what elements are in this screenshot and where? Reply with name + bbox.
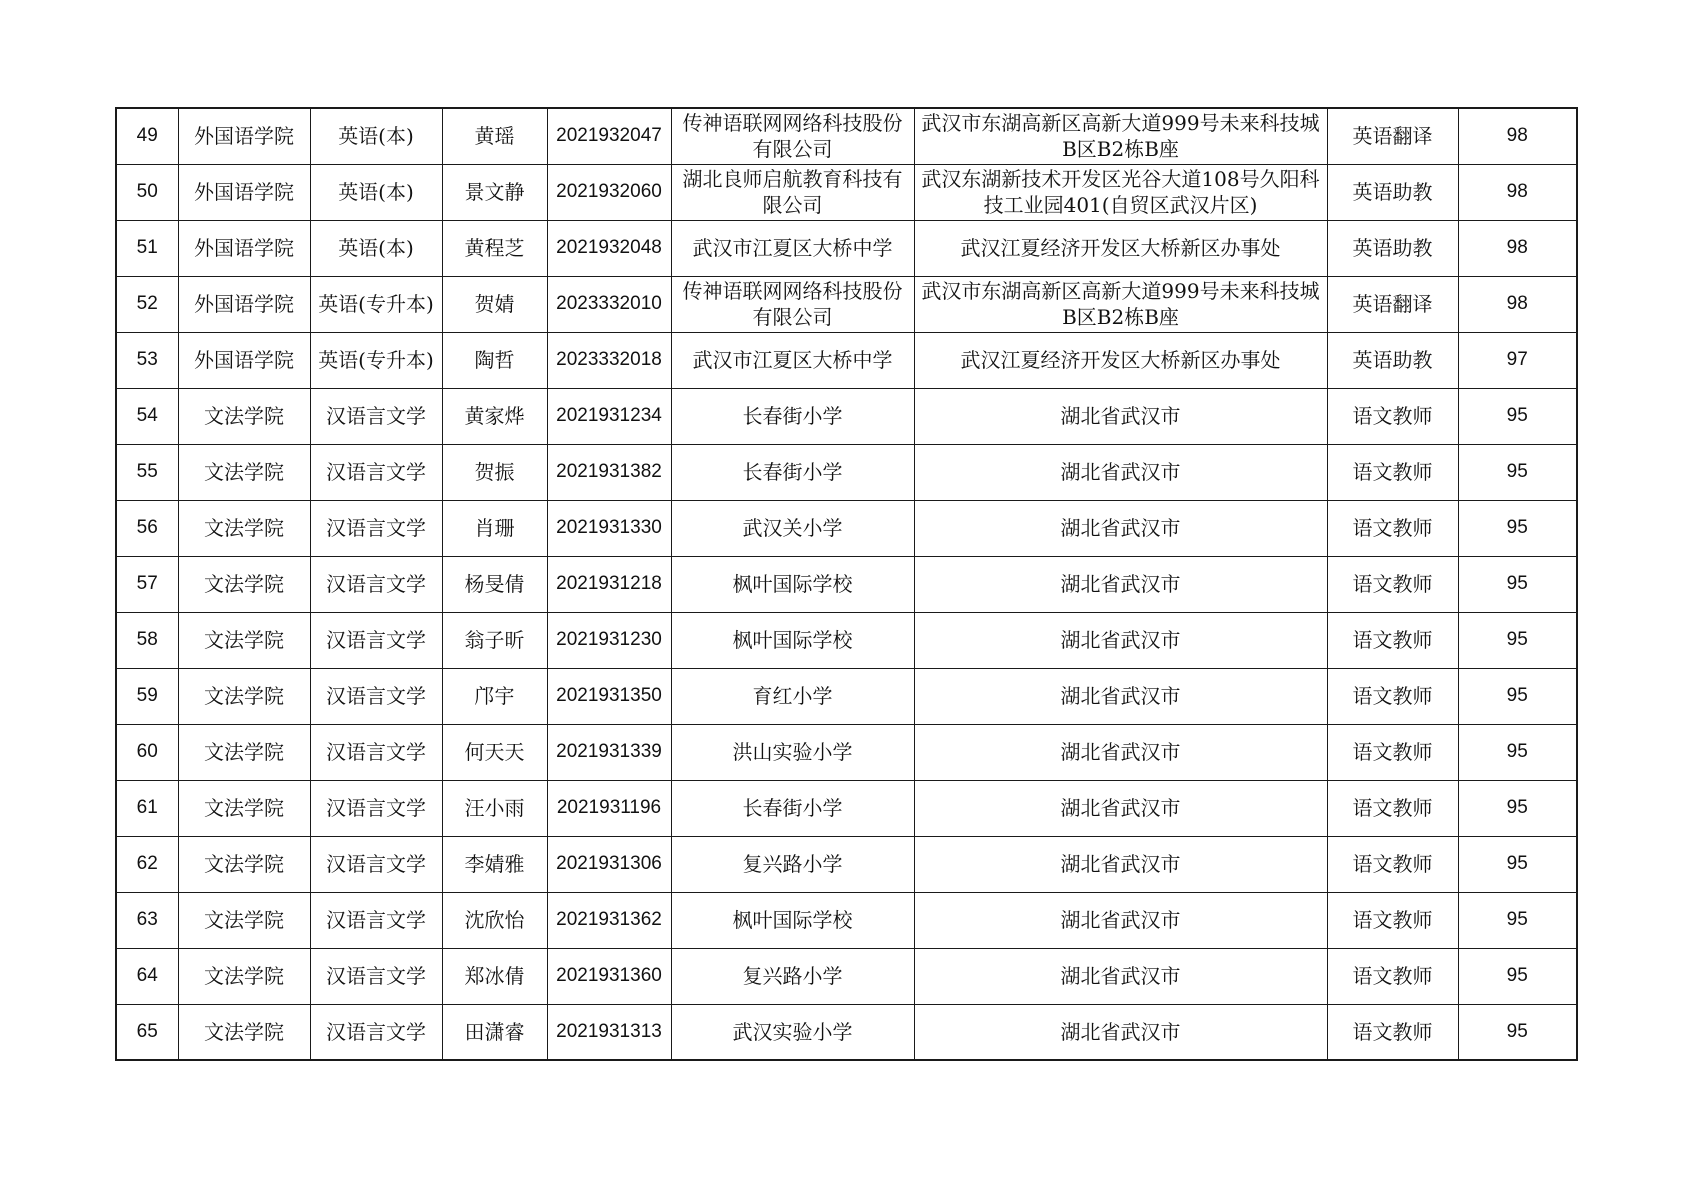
student-id-cell: 2021931339: [547, 724, 671, 780]
row-number-cell: 49: [116, 108, 178, 164]
student-id-cell: 2021931350: [547, 668, 671, 724]
table-row: [116, 612, 1577, 668]
row-number-cell: 55: [116, 444, 178, 500]
row-number-cell: 59: [116, 668, 178, 724]
student-name-cell: 黄瑶: [442, 108, 547, 164]
student-id-cell: 2021931234: [547, 388, 671, 444]
college-cell: 文法学院: [178, 556, 310, 612]
student-name-cell: 贺振: [442, 444, 547, 500]
major-cell: 英语(本): [310, 108, 442, 164]
position-cell: 语文教师: [1327, 388, 1458, 444]
student-id-cell: 2023332010: [547, 276, 671, 332]
student-name-cell: 翁子昕: [442, 612, 547, 668]
table-row: [116, 556, 1577, 612]
student-name-cell: 邝宇: [442, 668, 547, 724]
student-id-cell: 2023332018: [547, 332, 671, 388]
employer-cell: 枫叶国际学校: [671, 892, 914, 948]
score-cell: 95: [1458, 668, 1577, 724]
row-number-cell: 62: [116, 836, 178, 892]
table-row: [116, 164, 1577, 220]
score-cell: 95: [1458, 948, 1577, 1004]
student-id-cell: 2021931382: [547, 444, 671, 500]
row-number-cell: 63: [116, 892, 178, 948]
major-cell: 英语(专升本): [310, 332, 442, 388]
position-cell: 语文教师: [1327, 892, 1458, 948]
college-cell: 文法学院: [178, 500, 310, 556]
table-row: [116, 724, 1577, 780]
table-row: [116, 220, 1577, 276]
table-row: [116, 892, 1577, 948]
score-cell: 98: [1458, 220, 1577, 276]
college-cell: 外国语学院: [178, 108, 310, 164]
college-cell: 文法学院: [178, 836, 310, 892]
employer-cell: 武汉市江夏区大桥中学: [671, 220, 914, 276]
student-id-cell: 2021931196: [547, 780, 671, 836]
position-cell: 语文教师: [1327, 1004, 1458, 1060]
position-cell: 英语翻译: [1327, 276, 1458, 332]
position-cell: 语文教师: [1327, 668, 1458, 724]
major-cell: 汉语言文学: [310, 780, 442, 836]
position-cell: 英语助教: [1327, 220, 1458, 276]
score-cell: 95: [1458, 724, 1577, 780]
major-cell: 汉语言文学: [310, 836, 442, 892]
student-id-cell: 2021932047: [547, 108, 671, 164]
student-name-cell: 汪小雨: [442, 780, 547, 836]
employer-cell: 湖北良师启航教育科技有限公司: [671, 164, 914, 220]
address-cell: 湖北省武汉市: [914, 724, 1327, 780]
row-number-cell: 58: [116, 612, 178, 668]
row-number-cell: 61: [116, 780, 178, 836]
student-name-cell: 李婧雅: [442, 836, 547, 892]
major-cell: 汉语言文学: [310, 724, 442, 780]
address-cell: 湖北省武汉市: [914, 668, 1327, 724]
score-cell: 95: [1458, 388, 1577, 444]
student-name-cell: 何天天: [442, 724, 547, 780]
student-name-cell: 黄家烨: [442, 388, 547, 444]
student-id-cell: 2021931362: [547, 892, 671, 948]
address-cell: 武汉江夏经济开发区大桥新区办事处: [914, 332, 1327, 388]
address-cell: 湖北省武汉市: [914, 780, 1327, 836]
major-cell: 英语(专升本): [310, 276, 442, 332]
college-cell: 文法学院: [178, 780, 310, 836]
employer-cell: 长春街小学: [671, 444, 914, 500]
college-cell: 文法学院: [178, 668, 310, 724]
score-cell: 95: [1458, 780, 1577, 836]
address-cell: 武汉江夏经济开发区大桥新区办事处: [914, 220, 1327, 276]
row-number-cell: 53: [116, 332, 178, 388]
row-number-cell: 56: [116, 500, 178, 556]
major-cell: 英语(本): [310, 164, 442, 220]
student-id-cell: 2021931313: [547, 1004, 671, 1060]
address-cell: 湖北省武汉市: [914, 1004, 1327, 1060]
address-cell: 湖北省武汉市: [914, 500, 1327, 556]
student-name-cell: 景文静: [442, 164, 547, 220]
table-row: [116, 1004, 1577, 1060]
student-name-cell: 贺婧: [442, 276, 547, 332]
position-cell: 语文教师: [1327, 556, 1458, 612]
address-cell: 湖北省武汉市: [914, 612, 1327, 668]
position-cell: 语文教师: [1327, 500, 1458, 556]
major-cell: 汉语言文学: [310, 500, 442, 556]
student-name-cell: 田潇睿: [442, 1004, 547, 1060]
table-row: [116, 668, 1577, 724]
employer-cell: 武汉市江夏区大桥中学: [671, 332, 914, 388]
employer-cell: 长春街小学: [671, 388, 914, 444]
employer-cell: 传神语联网网络科技股份有限公司: [671, 108, 914, 164]
college-cell: 文法学院: [178, 444, 310, 500]
major-cell: 汉语言文学: [310, 612, 442, 668]
score-cell: 95: [1458, 1004, 1577, 1060]
address-cell: 湖北省武汉市: [914, 948, 1327, 1004]
score-cell: 98: [1458, 108, 1577, 164]
student-name-cell: 陶哲: [442, 332, 547, 388]
major-cell: 汉语言文学: [310, 948, 442, 1004]
college-cell: 外国语学院: [178, 220, 310, 276]
student-id-cell: 2021931218: [547, 556, 671, 612]
employer-cell: 武汉关小学: [671, 500, 914, 556]
position-cell: 语文教师: [1327, 724, 1458, 780]
employer-cell: 枫叶国际学校: [671, 556, 914, 612]
college-cell: 文法学院: [178, 388, 310, 444]
college-cell: 外国语学院: [178, 276, 310, 332]
major-cell: 英语(本): [310, 220, 442, 276]
table-row: [116, 948, 1577, 1004]
employer-cell: 复兴路小学: [671, 836, 914, 892]
student-id-cell: 2021932060: [547, 164, 671, 220]
student-id-cell: 2021931306: [547, 836, 671, 892]
score-cell: 95: [1458, 836, 1577, 892]
employer-cell: 武汉实验小学: [671, 1004, 914, 1060]
college-cell: 文法学院: [178, 948, 310, 1004]
address-cell: 武汉市东湖高新区高新大道999号未来科技城B区B2栋B座: [914, 276, 1327, 332]
major-cell: 汉语言文学: [310, 388, 442, 444]
major-cell: 汉语言文学: [310, 444, 442, 500]
score-cell: 95: [1458, 892, 1577, 948]
college-cell: 文法学院: [178, 612, 310, 668]
student-name-cell: 黄程芝: [442, 220, 547, 276]
row-number-cell: 57: [116, 556, 178, 612]
address-cell: 湖北省武汉市: [914, 556, 1327, 612]
college-cell: 文法学院: [178, 724, 310, 780]
table-row: [116, 332, 1577, 388]
table-row: [116, 276, 1577, 332]
score-cell: 95: [1458, 500, 1577, 556]
table-row: [116, 444, 1577, 500]
college-cell: 外国语学院: [178, 332, 310, 388]
college-cell: 文法学院: [178, 892, 310, 948]
address-cell: 武汉东湖新技术开发区光谷大道108号久阳科技工业园401(自贸区武汉片区): [914, 164, 1327, 220]
row-number-cell: 51: [116, 220, 178, 276]
position-cell: 英语助教: [1327, 332, 1458, 388]
row-number-cell: 65: [116, 1004, 178, 1060]
student-name-cell: 郑冰倩: [442, 948, 547, 1004]
row-number-cell: 54: [116, 388, 178, 444]
score-cell: 95: [1458, 612, 1577, 668]
student-name-cell: 杨旻倩: [442, 556, 547, 612]
employer-cell: 传神语联网网络科技股份有限公司: [671, 276, 914, 332]
row-number-cell: 50: [116, 164, 178, 220]
score-cell: 98: [1458, 276, 1577, 332]
row-number-cell: 52: [116, 276, 178, 332]
employer-cell: 育红小学: [671, 668, 914, 724]
student-id-cell: 2021931360: [547, 948, 671, 1004]
internship-table: [115, 107, 1578, 1061]
student-name-cell: 沈欣怡: [442, 892, 547, 948]
student-id-cell: 2021931230: [547, 612, 671, 668]
position-cell: 英语助教: [1327, 164, 1458, 220]
table-row: [116, 388, 1577, 444]
address-cell: 湖北省武汉市: [914, 836, 1327, 892]
employer-cell: 复兴路小学: [671, 948, 914, 1004]
score-cell: 97: [1458, 332, 1577, 388]
position-cell: 语文教师: [1327, 444, 1458, 500]
score-cell: 98: [1458, 164, 1577, 220]
position-cell: 语文教师: [1327, 836, 1458, 892]
major-cell: 汉语言文学: [310, 556, 442, 612]
employer-cell: 枫叶国际学校: [671, 612, 914, 668]
address-cell: 湖北省武汉市: [914, 388, 1327, 444]
student-id-cell: 2021931330: [547, 500, 671, 556]
college-cell: 文法学院: [178, 1004, 310, 1060]
address-cell: 湖北省武汉市: [914, 892, 1327, 948]
employer-cell: 长春街小学: [671, 780, 914, 836]
table-row: [116, 780, 1577, 836]
score-cell: 95: [1458, 444, 1577, 500]
position-cell: 语文教师: [1327, 612, 1458, 668]
address-cell: 武汉市东湖高新区高新大道999号未来科技城B区B2栋B座: [914, 108, 1327, 164]
position-cell: 英语翻译: [1327, 108, 1458, 164]
position-cell: 语文教师: [1327, 780, 1458, 836]
row-number-cell: 60: [116, 724, 178, 780]
major-cell: 汉语言文学: [310, 1004, 442, 1060]
major-cell: 汉语言文学: [310, 668, 442, 724]
major-cell: 汉语言文学: [310, 892, 442, 948]
row-number-cell: 64: [116, 948, 178, 1004]
college-cell: 外国语学院: [178, 164, 310, 220]
table-row: [116, 836, 1577, 892]
address-cell: 湖北省武汉市: [914, 444, 1327, 500]
table-body: [116, 108, 1577, 1060]
employer-cell: 洪山实验小学: [671, 724, 914, 780]
position-cell: 语文教师: [1327, 948, 1458, 1004]
table-row: [116, 500, 1577, 556]
score-cell: 95: [1458, 556, 1577, 612]
student-id-cell: 2021932048: [547, 220, 671, 276]
table-row: [116, 108, 1577, 164]
student-name-cell: 肖珊: [442, 500, 547, 556]
